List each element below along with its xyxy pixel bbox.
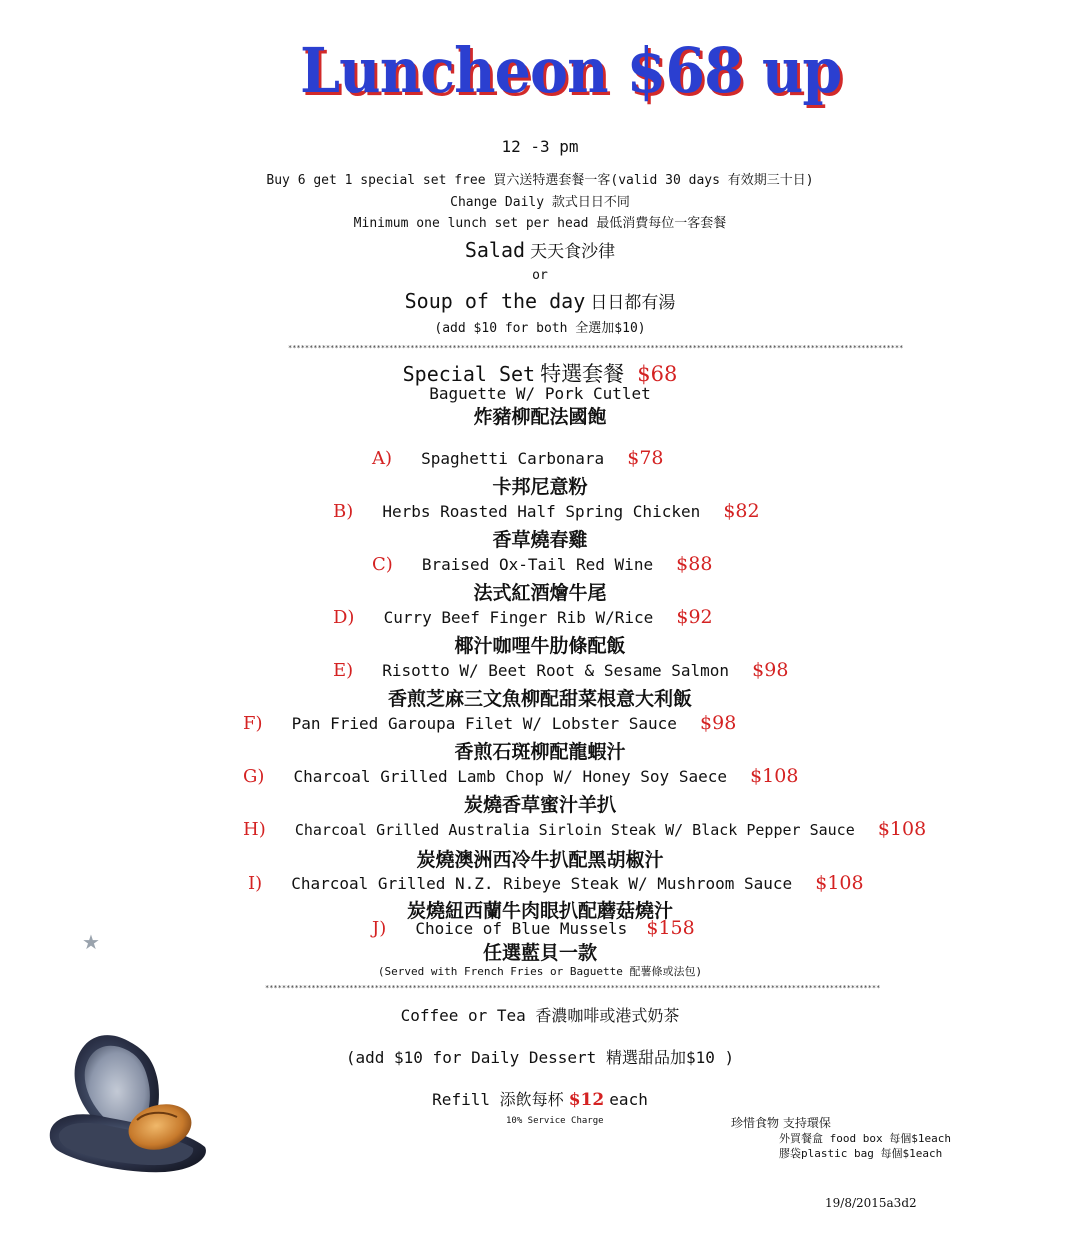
item-name: Herbs Roasted Half Spring Chicken (382, 502, 701, 521)
refill-each: each (609, 1090, 648, 1109)
item-price: $108 (750, 765, 799, 787)
item-name: Braised Ox-Tail Red Wine (421, 555, 654, 574)
salad-zh: 天天食沙律 (530, 242, 616, 262)
menu-item-j (372, 917, 695, 939)
item-letter: E) (333, 660, 354, 681)
soup-zh: 日日都有湯 (590, 293, 676, 313)
menu-item-b (333, 500, 760, 522)
salad-en: Salad (464, 238, 526, 262)
eco-line-2: 外買餐盒 food box 每個$1each (779, 1132, 951, 1145)
or-label: or (532, 268, 548, 283)
item-name: Charcoal Grilled N.Z. Ribeye Steak W/ Mushroom Sauce (291, 874, 793, 893)
item-zh-c: 法式紅酒燴牛尾 (473, 582, 607, 604)
item-letter: D) (333, 607, 355, 628)
eco-line-3: 膠袋plastic bag 每個$1each (779, 1147, 943, 1160)
item-letter: F) (243, 713, 263, 734)
menu-item-e (333, 659, 788, 681)
item-price: $78 (627, 447, 664, 469)
item-zh-j: 任選藍貝一款 (482, 942, 597, 964)
item-letter: G) (243, 766, 265, 787)
add-both-line: (add $10 for both 全選加$10) (434, 321, 646, 336)
coffee-line: Coffee or Tea 香濃咖啡或港式奶茶 (400, 1006, 680, 1025)
item-price: $158 (646, 917, 695, 939)
minimum-line: Minimum one lunch set per head 最低消費每位一客套餐 (353, 216, 727, 231)
change-daily-line: Change Daily 款式日日不同 (450, 195, 630, 210)
item-name: Charcoal Grilled Australia Sirloin Steak W/ Black Pepper Sauce (294, 821, 855, 839)
item-zh-i: 炭燒紐西蘭牛肉眼扒配蘑菇燒汁 (406, 900, 673, 922)
item-letter: H) (243, 819, 266, 840)
item-price: $92 (676, 606, 713, 628)
menu-item-h (243, 818, 926, 840)
starfish-icon: ★ (82, 930, 100, 954)
item-price: $108 (877, 818, 927, 840)
item-price: $82 (723, 500, 760, 522)
item-letter: C) (372, 554, 393, 575)
item-zh-d: 椰汁咖哩牛肋條配飯 (454, 635, 626, 657)
item-name: Choice of Blue Mussels (415, 919, 628, 938)
item-letter: B) (333, 501, 354, 522)
service-charge: 10% Service Charge (506, 1116, 604, 1126)
item-zh-b: 香草燒春雞 (492, 529, 588, 551)
special-dish-en: Baguette W/ Pork Cutlet (429, 384, 651, 403)
refill-label: Refill 添飲每杯 (432, 1090, 564, 1109)
salad-line (0, 237, 1080, 262)
soup-line (0, 288, 1080, 313)
eco-line-1: 珍惜食物 支持環保 (731, 1116, 831, 1130)
item-name: Curry Beef Finger Rib W/Rice (383, 608, 654, 627)
item-zh-a: 卡邦尼意粉 (492, 476, 588, 498)
item-price: $98 (700, 712, 737, 734)
item-zh-e: 香煎芝麻三文魚柳配甜菜根意大利飯 (387, 688, 692, 710)
mussel-illustration (45, 1022, 220, 1177)
item-zh-f: 香煎石斑柳配龍蝦汁 (454, 741, 626, 763)
item-price: $88 (676, 553, 713, 575)
refill-price: $12 (568, 1090, 605, 1110)
promo-line: Buy 6 get 1 special set free 買六送特選套餐一客(valid 30 days 有效期三十日) (266, 173, 814, 188)
item-zh-g: 炭燒香草蜜汁羊扒 (463, 794, 616, 816)
separator-bottom: ************************************************************************************************************************************************** (265, 984, 881, 992)
menu-item-f (243, 712, 736, 734)
item-name: Charcoal Grilled Lamb Chop W/ Honey Soy Saece (293, 767, 727, 786)
menu-item-a (372, 447, 664, 469)
item-name: Risotto W/ Beet Root & Sesame Salmon (382, 661, 730, 680)
special-set-en: Special Set (402, 362, 536, 386)
item-letter: A) (372, 448, 393, 469)
special-dish-zh: 炸豬柳配法國飽 (473, 406, 607, 428)
item-price: $98 (752, 659, 789, 681)
menu-item-d (333, 606, 713, 628)
special-set-price: $68 (637, 362, 678, 386)
item-zh-h: 炭燒澳洲西冷牛扒配黑胡椒汁 (416, 849, 664, 871)
soup-en: Soup of the day (404, 289, 586, 313)
menu-item-c (372, 553, 712, 575)
menu-item-i (248, 872, 864, 894)
menu-title: Luncheon $68 up (300, 34, 842, 107)
hours: 12 -3 pm (501, 137, 579, 156)
special-set-zh: 特選套餐 (540, 362, 625, 386)
item-name: Spaghetti Carbonara (421, 449, 605, 468)
separator-top: ************************************************************************************************************************************************** (288, 344, 904, 352)
dessert-line: (add $10 for Daily Dessert 精選甜品加$10 ) (345, 1048, 735, 1067)
item-price: $108 (815, 872, 864, 894)
menu-item-g (243, 765, 798, 787)
document-code: 19/8/2015a3d2 (825, 1196, 917, 1210)
item-name: Pan Fried Garoupa Filet W/ Lobster Sauce (291, 714, 677, 733)
served-with-note: (Served with French Fries or Baguette 配薯條或法包) (377, 965, 703, 978)
item-letter: J) (372, 918, 387, 939)
item-letter: I) (248, 873, 263, 894)
mussel-icon (45, 1022, 220, 1177)
